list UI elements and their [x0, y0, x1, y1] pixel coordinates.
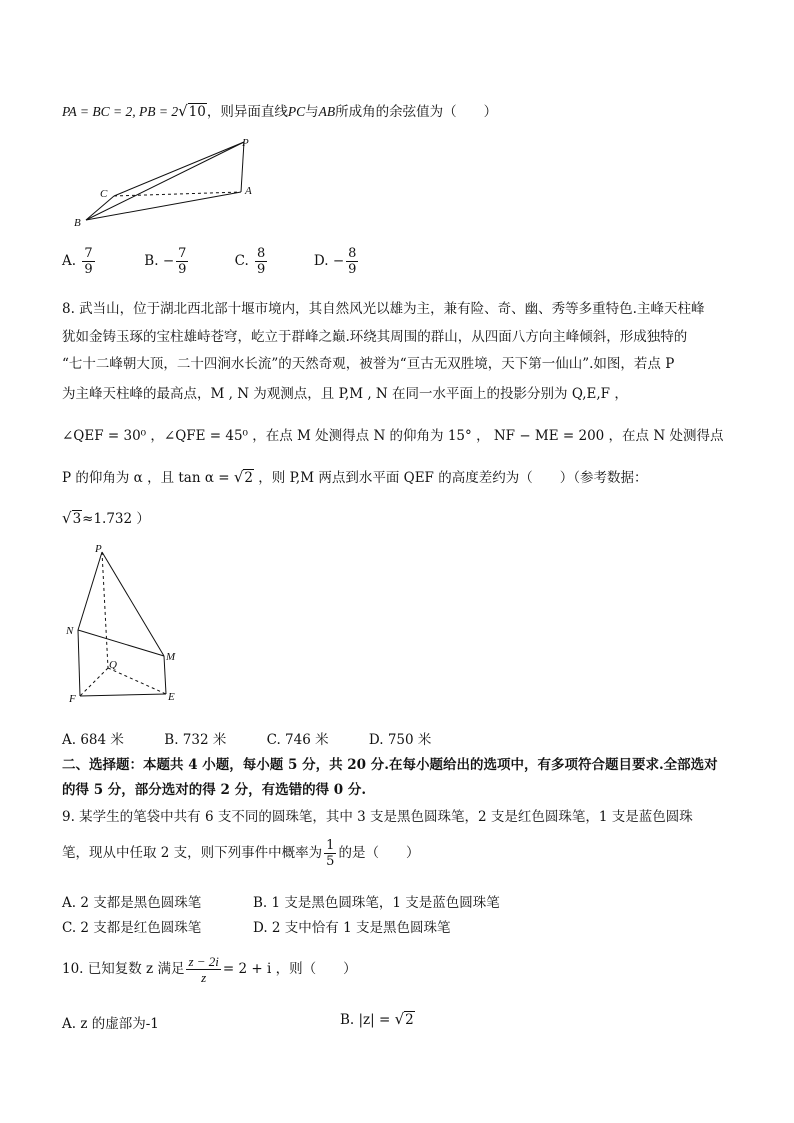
q7-option-c[interactable]: C. $\frac{8}{9}$	[234, 246, 266, 277]
q7-option-a[interactable]: A. $\frac{7}{9}$	[62, 246, 93, 277]
q8-line-5: ∠QEF = 30⁰ ，∠QFE = 45⁰ ，在点 M 处测得点 N 的仰角为 15° ， NF − ME = 200 ，在点 N 处测得点	[62, 428, 724, 444]
q8-options	[62, 728, 431, 748]
q8-label-f: F	[69, 693, 76, 705]
q8-option-a[interactable]: A. 684 米	[62, 732, 124, 748]
q7-stem-text: ，则异面直线	[206, 104, 288, 120]
q8-figure	[60, 540, 190, 710]
q8-line-3: “七十二峰朝大顶，二十四涧水长流”的天然奇观，被誉为“亘古无双胜境，天下第一仙山”.如图，若点 P	[62, 356, 675, 372]
q8-line-1: 8. 武当山，位于湖北西北部十堰市境内，其自然风光以雄为主，兼有险、奇、幽、秀等多重特色.主峰天柱峰	[62, 301, 705, 317]
q8-line-7: √3≈1.732 ）	[62, 509, 150, 527]
q7-label-a: A	[245, 185, 252, 197]
q8-line-6: P 的仰角为 α ，且 tan α = √2 ，则 P,M 两点到水平面 QEF 的高度差约为（ ）（参考数据：	[62, 468, 648, 486]
q7-options	[62, 246, 360, 277]
q8-label-m: M	[166, 651, 176, 663]
q7-label-c: C	[100, 188, 108, 200]
q8-option-b[interactable]: B. 732 米	[164, 732, 227, 748]
q8-label-n: N	[66, 625, 74, 637]
q9-line-1: 9. 某学生的笔袋中共有 6 支不同的圆珠笔，其中 3 支是黑色圆珠笔，2 支是红色圆珠笔，1 支是蓝色圆珠	[62, 809, 693, 825]
section2-heading-line-1: 二、选择题：本题共 4 小题，每小题 5 分，共 20 分.在每小题给出的选项中，有多项符合题目要求.全部选对	[62, 757, 718, 773]
section2-heading-line-2: 的得 5 分，部分选对的得 2 分，有选错的得 0 分.	[62, 782, 367, 798]
q7-math-lengths: PA = BC = 2, PB = 2	[62, 104, 179, 119]
q9-option-d[interactable]: D. 2 支中恰有 1 支是黑色圆珠笔	[253, 920, 451, 936]
q7-label-b: B	[74, 217, 81, 229]
q7-option-d[interactable]: D. − $\frac{8}{9}$	[313, 246, 357, 277]
q9-option-c[interactable]: C. 2 支都是红色圆珠笔	[62, 920, 202, 936]
q7-stem-line: PA = BC = 2, PB = 2√10，则异面直线PC与AB所成角的余弦值为（ ）	[62, 102, 498, 120]
q10-option-a[interactable]: A. z 的虚部为-1	[62, 1016, 159, 1032]
q9-option-a[interactable]: A. 2 支都是黑色圆珠笔	[62, 895, 202, 911]
q7-figure	[66, 132, 266, 232]
q8-line-4: 为主峰天柱峰的最高点，M , N 为观测点，且 P,M , N 在同一水平面上的投影分别为 Q,E,F ，	[62, 386, 628, 402]
q8-line-2: 犹如金铸玉琢的宝柱雄峙苍穹，屹立于群峰之巅.环绕其周围的群山，从四面八方向主峰倾斜，形成独特的	[62, 329, 688, 345]
q7-option-b[interactable]: B. − $\frac{7}{9}$	[144, 246, 187, 277]
q10-option-b[interactable]: B. |z| = √2	[340, 1010, 414, 1028]
q8-label-p: P	[95, 543, 102, 555]
q8-option-d[interactable]: D. 750 米	[368, 732, 432, 748]
q9-line-2: 笔，现从中任取 2 支，则下列事件中概率为 $\frac{1}{5}$ 的是（ ）	[62, 838, 420, 869]
q7-sqrt-value: 10	[188, 104, 206, 120]
q7-label-p: P	[242, 137, 249, 149]
q9-option-b[interactable]: B. 1 支是黑色圆珠笔，1 支是蓝色圆珠笔	[253, 895, 500, 911]
q8-option-c[interactable]: C. 746 米	[266, 732, 329, 748]
q8-label-e: E	[168, 691, 175, 703]
q10-stem: 10. 已知复数 z 满足 $\frac{z - 2i}{z}$ = 2 + i ，则（ ）	[62, 954, 357, 985]
q8-label-q: Q	[109, 659, 117, 671]
